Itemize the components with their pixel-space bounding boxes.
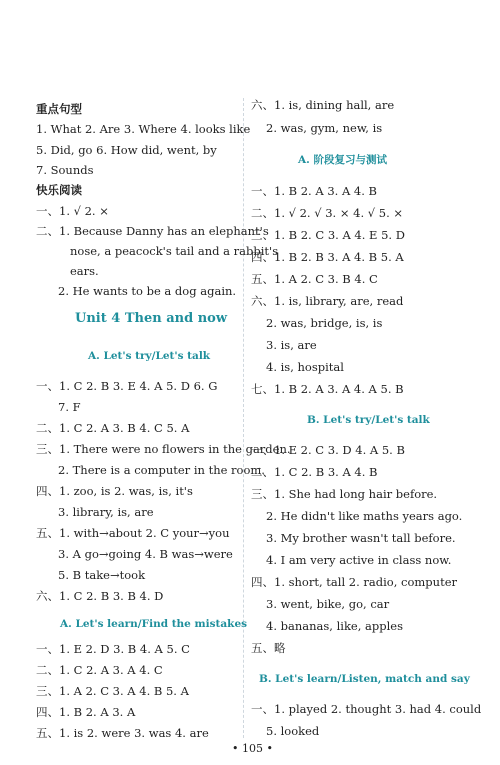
answer-line: 二、1. C 2. B 3. A 4. B	[251, 465, 378, 479]
page-number: • 105 •	[232, 742, 273, 755]
answer-line: 3. library, is, are	[58, 505, 154, 519]
answer-line: 7. Sounds	[36, 163, 94, 177]
answer-line: 二、1. C 2. A 3. A 4. C	[36, 663, 163, 677]
answer-line: 5. B take→took	[58, 568, 146, 582]
answer-line: 1. What 2. Are 3. Where 4. looks like	[36, 122, 251, 136]
answer-line: 五、1. is 2. were 3. was 4. are	[36, 726, 209, 740]
answer-line: 7. F	[58, 400, 81, 414]
answer-line: 二、1. C 2. A 3. B 4. C 5. A	[36, 421, 190, 435]
answer-line: 3. is, are	[266, 338, 317, 352]
unit-title: Unit 4 Then and now	[75, 311, 228, 326]
answer-line: ears.	[70, 264, 99, 278]
answer-line: 四、1. B 2. B 3. A 4. B 5. A	[251, 250, 404, 264]
section-title-key-sentences: 重点句型	[36, 102, 82, 116]
subsection-title: A. Let's learn/Find the mistakes	[60, 618, 248, 630]
subsection-title: A. 阶段复习与测试	[298, 154, 387, 166]
answer-line: 三、1. There were no flowers in the garden.	[36, 442, 291, 456]
answer-line: 3. went, bike, go, car	[266, 597, 390, 611]
answer-line: 一、1. C 2. B 3. E 4. A 5. D 6. G	[36, 379, 218, 393]
answer-line: 七、1. B 2. A 3. A 4. A 5. B	[251, 382, 404, 396]
answer-line: 三、1. B 2. C 3. A 4. E 5. D	[251, 228, 405, 242]
answer-line: 四、1. zoo, is 2. was, is, it's	[36, 484, 193, 498]
answer-line: 5. Did, go 6. How did, went, by	[36, 143, 217, 157]
answer-line: 2. He didn't like maths years ago.	[266, 509, 463, 523]
answer-line: 一、1. B 2. A 3. A 4. B	[251, 184, 377, 198]
answer-line: 2. There is a computer in the room.	[58, 463, 265, 477]
answer-line: 六、1. is, library, are, read	[251, 294, 404, 308]
answer-line: 一、1. √ 2. ×	[36, 204, 109, 218]
answer-line: 六、1. is, dining hall, are	[251, 98, 395, 112]
answer-line: 2. was, gym, new, is	[266, 121, 383, 135]
answer-line: nose, a peacock's tail and a rabbit's	[70, 244, 279, 258]
answer-line: 2. was, bridge, is, is	[266, 316, 383, 330]
answer-line: 五、1. A 2. C 3. B 4. C	[251, 272, 378, 286]
answer-line: 二、1. Because Danny has an elephant's	[36, 224, 269, 238]
answer-line: 4. is, hospital	[266, 360, 344, 374]
answer-line: 五、略	[251, 641, 286, 655]
answer-line: 三、1. She had long hair before.	[251, 487, 438, 501]
answer-line: 5. looked	[266, 724, 320, 738]
answer-line: 一、1. E 2. C 3. D 4. A 5. B	[251, 443, 405, 457]
answer-line: 4. bananas, like, apples	[266, 619, 403, 633]
answer-line: 四、1. short, tall 2. radio, computer	[251, 575, 457, 589]
answer-line: 二、1. √ 2. √ 3. × 4. √ 5. ×	[251, 206, 404, 220]
answer-line: 五、1. with→about 2. C your→you	[36, 526, 230, 540]
section-title-reading: 快乐阅读	[36, 183, 82, 197]
answer-line: 2. He wants to be a dog again.	[58, 284, 237, 298]
column-divider	[243, 98, 244, 738]
subsection-title: B. Let's try/Let's talk	[307, 414, 430, 426]
answer-line: 一、1. E 2. D 3. B 4. A 5. C	[36, 642, 190, 656]
subsection-title: A. Let's try/Let's talk	[88, 350, 211, 362]
answer-line: 一、1. played 2. thought 3. had 4. could	[251, 702, 482, 716]
answer-line: 六、1. C 2. B 3. B 4. D	[36, 589, 164, 603]
answer-line: 3. A go→going 4. B was→were	[58, 547, 233, 561]
answer-line: 三、1. A 2. C 3. A 4. B 5. A	[36, 684, 189, 698]
answer-line: 3. My brother wasn't tall before.	[266, 531, 456, 545]
answer-line: 4. I am very active in class now.	[266, 553, 452, 567]
subsection-title: B. Let's learn/Listen, match and say	[259, 673, 470, 685]
answer-line: 四、1. B 2. A 3. A	[36, 705, 136, 719]
